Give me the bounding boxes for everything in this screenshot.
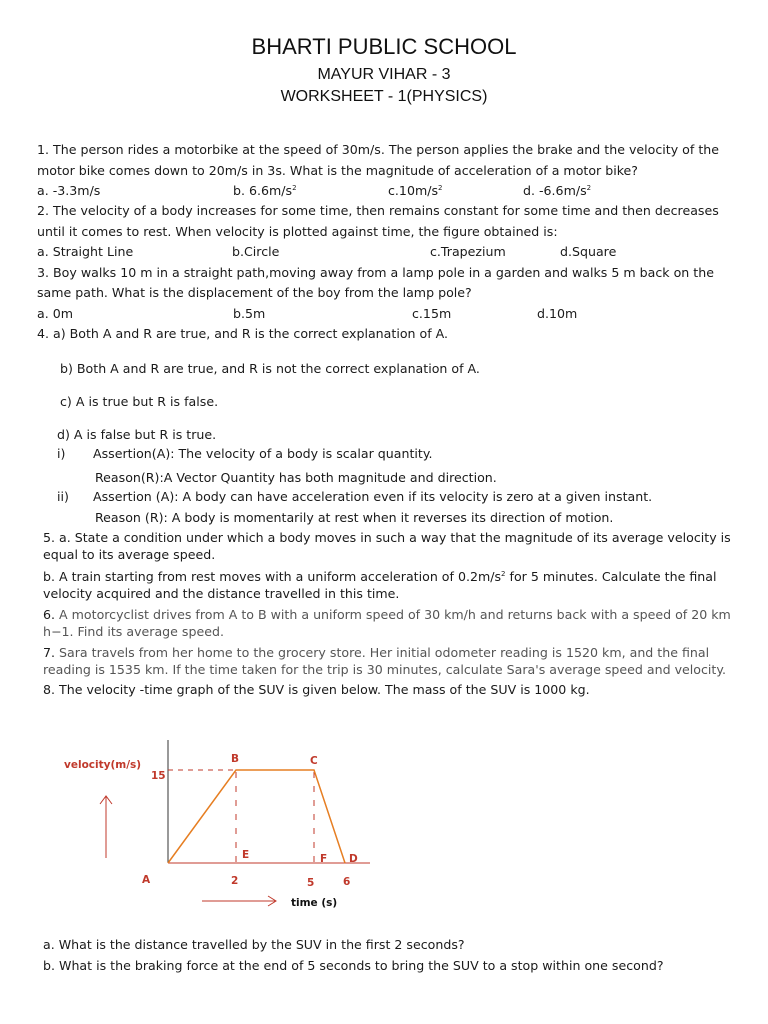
school-name: BHARTI PUBLIC SCHOOL xyxy=(251,34,517,59)
q7-line1: 7. Sara travels from her home to the grocery store. Her initial odometer reading is 1520 km, and the final xyxy=(43,645,710,660)
q8-question-a: a. What is the distance travelled by the SUV in the first 2 seconds? xyxy=(43,937,465,952)
q5-a-line1: 5. a. State a condition under which a body moves in such a way that the magnitude of its average velocity is xyxy=(43,530,731,545)
q4-ii-assertion: Assertion (A): A body can have acceleration even if its velocity is zero at a given instant. xyxy=(93,489,653,504)
q8-question-b: b. What is the braking force at the end of 5 seconds to bring the SUV to a stop within one second? xyxy=(43,958,664,973)
q1-option-b: b. $6.6m/s^2$ xyxy=(233,183,297,198)
q3-option-d: d.10m xyxy=(537,306,578,321)
x-axis-label: time (s) xyxy=(291,897,338,909)
tick-label-2: 2 xyxy=(231,875,239,887)
q2-option-c: c.Trapezium xyxy=(430,244,506,259)
tick-label-5: 5 xyxy=(307,877,315,889)
point-label-f: F xyxy=(320,853,328,865)
q7-line2: reading is 1535 km. If the time taken for the trip is 30 minutes, calculate Sara's average speed and velocity. xyxy=(43,662,727,677)
worksheet-title: WORKSHEET - 1(PHYSICS) xyxy=(280,88,488,105)
q5-b-line1: b. A train starting from rest moves with a uniform acceleration of $0.2m/s^2$ for 5 minutes. Calculate the final xyxy=(43,569,717,584)
q3-option-b: b.5m xyxy=(233,306,266,321)
q1-line2: motor bike comes down to 20m/s in 3s. What is the magnitude of acceleration of a motor bike? xyxy=(37,163,638,178)
q3-line1: 3. Boy walks 10 m in a straight path,moving away from a lamp pole in a garden and walks 5 m back on the xyxy=(37,265,714,280)
q8-line1: 8. The velocity -time graph of the SUV is given below. The mass of the SUV is 1000 kg. xyxy=(43,682,590,697)
point-label-e: E xyxy=(242,849,250,861)
point-label-c: C xyxy=(310,755,318,767)
q6-line1: 6. A motorcyclist drives from A to B with a uniform speed of 30 km/h and returns back with a speed of 20 km xyxy=(43,607,731,622)
q4-option-a: 4. a) Both A and R are true, and R is the correct explanation of A. xyxy=(37,326,449,341)
q4-option-c: c) A is true but R is false. xyxy=(60,394,219,409)
point-label-b: B xyxy=(231,753,240,765)
y-axis-label: velocity(m/s) xyxy=(64,759,142,771)
velocity-time-graph xyxy=(0,730,768,920)
velocity-trace xyxy=(168,770,345,863)
q2-option-d: d.Square xyxy=(560,244,617,259)
q6-line2: h−1. Find its average speed. xyxy=(43,624,224,639)
q4-i-assertion: Assertion(A): The velocity of a body is scalar quantity. xyxy=(93,446,433,461)
q4-option-b: b) Both A and R are true, and R is not the correct explanation of A. xyxy=(60,361,480,376)
q1-option-a: a. -3.3m/s xyxy=(37,183,101,198)
point-label-d: D xyxy=(349,853,358,865)
tick-label-6: 6 xyxy=(343,876,351,888)
q1-option-d: d. $-6.6m/s^2$ xyxy=(523,183,592,198)
q5-b-line2: velocity acquired and the distance travelled in this time. xyxy=(43,586,400,601)
q4-i-reason: Reason(R):A Vector Quantity has both magnitude and direction. xyxy=(95,470,497,485)
q2-option-a: a. Straight Line xyxy=(37,244,134,259)
q3-line2: same path. What is the displacement of the boy from the lamp pole? xyxy=(37,285,472,300)
q1-option-c: $c.10m/s^2$ xyxy=(388,183,443,198)
q5-a-line2: equal to its average speed. xyxy=(43,547,216,562)
q4-ii-number: ii) xyxy=(57,489,69,504)
school-branch: MAYUR VIHAR - 3 xyxy=(317,66,451,83)
q3-option-a: a. 0m xyxy=(37,306,74,321)
q1-line1: 1. The person rides a motorbike at the speed of 30m/s. The person applies the brake and the velocity of the xyxy=(37,142,719,157)
q2-line1: 2. The velocity of a body increases for some time, then remains constant for some time and then decreases xyxy=(37,203,719,218)
point-label-a: A xyxy=(142,874,151,886)
q4-i-number: i) xyxy=(57,446,66,461)
q2-option-b: b.Circle xyxy=(232,244,280,259)
q3-option-c: c.15m xyxy=(412,306,452,321)
q4-ii-reason: Reason (R): A body is momentarily at rest when it reverses its direction of motion. xyxy=(95,510,614,525)
q4-option-d: d) A is false but R is true. xyxy=(57,427,217,442)
tick-label-15: 15 xyxy=(151,770,166,782)
q2-line2: until it comes to rest. When velocity is plotted against time, the figure obtained is: xyxy=(37,224,558,239)
